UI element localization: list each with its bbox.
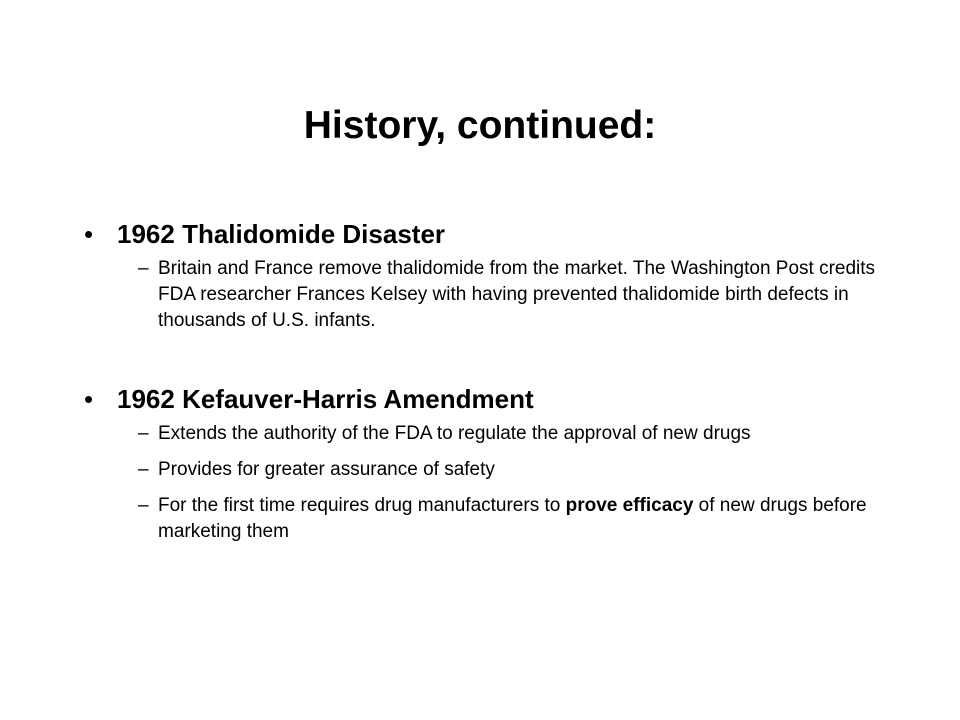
sub-item-text-after: of new drugs before marketing them	[158, 495, 867, 542]
sub-item	[84, 421, 884, 447]
bullet-list	[84, 212, 884, 555]
sub-item	[84, 493, 884, 545]
bullet-heading: 1962 Thalidomide Disaster	[117, 219, 446, 249]
dash-mark: –	[138, 258, 149, 279]
sub-list	[84, 256, 884, 334]
sub-item	[84, 256, 884, 334]
dash-mark: –	[138, 459, 149, 480]
dash-mark: –	[138, 495, 149, 516]
section-spacer	[84, 344, 884, 377]
sub-item	[84, 457, 884, 483]
bullet-dot: •	[84, 384, 94, 414]
sub-item-text-before: For the first time requires drug manufacturers to	[158, 495, 566, 516]
dash-mark: –	[138, 423, 149, 444]
sub-item-text	[158, 495, 867, 542]
emphasis-prove-efficacy: prove efficacy	[565, 495, 694, 516]
sub-list	[84, 421, 884, 545]
bullet-heading: 1962 Kefauver-Harris Amendment	[117, 384, 534, 414]
bullet-kefauver-harris-amendment	[84, 377, 884, 421]
sub-item-text: Britain and France remove thalidomide from the market. The Washington Post credits FDA researcher Frances Kelsey with having prevented thalidomide birth defects in thousands of U.S. infants.	[158, 258, 876, 331]
slide-title: History, continued:	[303, 104, 657, 147]
sub-item-text: Provides for greater assurance of safety	[158, 459, 495, 480]
sub-item-text: Extends the authority of the FDA to regulate the approval of new drugs	[158, 423, 751, 444]
bullet-dot: •	[84, 219, 94, 249]
bullet-thalidomide-disaster	[84, 212, 884, 256]
